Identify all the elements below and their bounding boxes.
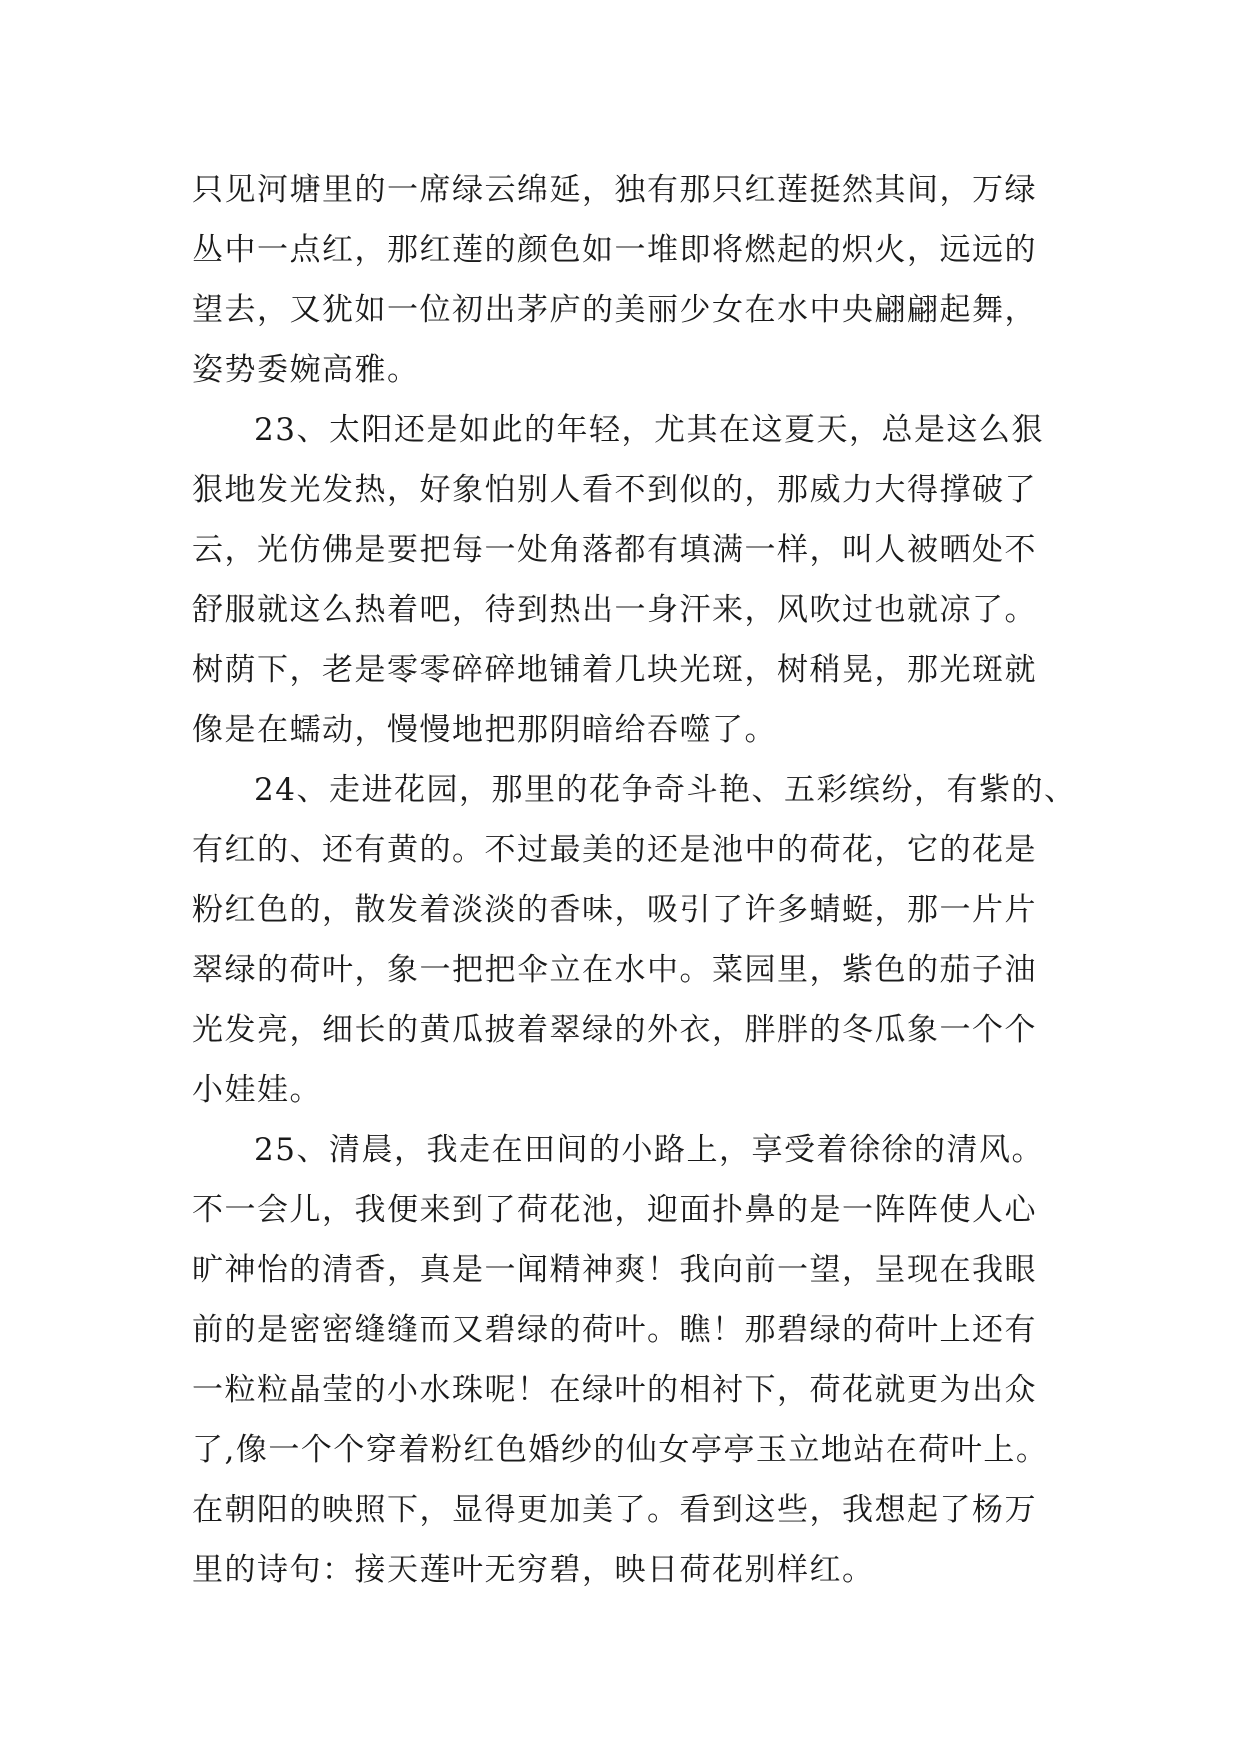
text-line: 在朝阳的映照下，显得更加美了。看到这些，我想起了杨万 — [192, 1492, 1037, 1528]
text-line: 了,像一个个穿着粉红色婚纱的仙女亭亭玉立地站在荷叶上。 — [192, 1432, 1049, 1468]
text-line: 有红的、还有黄的。不过最美的还是池中的荷花，它的花是 — [192, 832, 1037, 868]
text-line: 姿势委婉高雅。 — [192, 352, 420, 388]
paragraph-25 — [192, 1120, 1072, 1600]
text-line: 舒服就这么热着吧，待到热出一身汗来，风吹过也就凉了。 — [192, 592, 1037, 628]
text-line: 光发亮，细长的黄瓜披着翠绿的外衣，胖胖的冬瓜象一个个 — [192, 1012, 1037, 1048]
text-line: 小娃娃。 — [192, 1072, 322, 1108]
text-line: 望去，又犹如一位初出茅庐的美丽少女在水中央翩翩起舞， — [192, 292, 1037, 328]
text-line: 前的是密密缝缝而又碧绿的荷叶。瞧！那碧绿的荷叶上还有 — [192, 1312, 1037, 1348]
paragraph-23 — [192, 400, 1072, 760]
text-line: 不一会儿，我便来到了荷花池，迎面扑鼻的是一阵阵使人心 — [192, 1192, 1037, 1228]
paragraph-24 — [192, 760, 1077, 1120]
text-line: 一粒粒晶莹的小水珠呢！在绿叶的相衬下，荷花就更为出众 — [192, 1372, 1037, 1408]
text-line: 树荫下，老是零零碎碎地铺着几块光斑，树稍晃，那光斑就 — [192, 652, 1037, 688]
text-line: 像是在蠕动，慢慢地把那阴暗给吞噬了。 — [192, 712, 777, 748]
document-body — [192, 160, 1077, 1600]
text-line: 狠地发光发热，好象怕别人看不到似的，那威力大得撑破了 — [192, 472, 1037, 508]
text-line: 只见河塘里的一席绿云绵延，独有那只红莲挺然其间，万绿 — [192, 172, 1037, 208]
text-line: 25、清晨，我走在田间的小路上，享受着徐徐的清风。 — [254, 1132, 1044, 1168]
text-line: 粉红色的，散发着淡淡的香味，吸引了许多蜻蜓，那一片片 — [192, 892, 1037, 928]
text-line: 里的诗句：接天莲叶无穷碧，映日荷花别样红。 — [192, 1552, 875, 1588]
text-line: 云，光仿佛是要把每一处角落都有填满一样，叫人被晒处不 — [192, 532, 1037, 568]
paragraph-continuation — [192, 160, 1072, 400]
text-line: 23、太阳还是如此的年轻，尤其在这夏天，总是这么狠 — [254, 412, 1044, 448]
text-line: 丛中一点红，那红莲的颜色如一堆即将燃起的炽火，远远的 — [192, 232, 1037, 268]
text-line: 旷神怡的清香，真是一闻精神爽！我向前一望，呈现在我眼 — [192, 1252, 1037, 1288]
text-line: 24、走进花园，那里的花争奇斗艳、五彩缤纷，有紫的、 — [254, 772, 1077, 808]
text-line: 翠绿的荷叶，象一把把伞立在水中。菜园里，紫色的茄子油 — [192, 952, 1037, 988]
